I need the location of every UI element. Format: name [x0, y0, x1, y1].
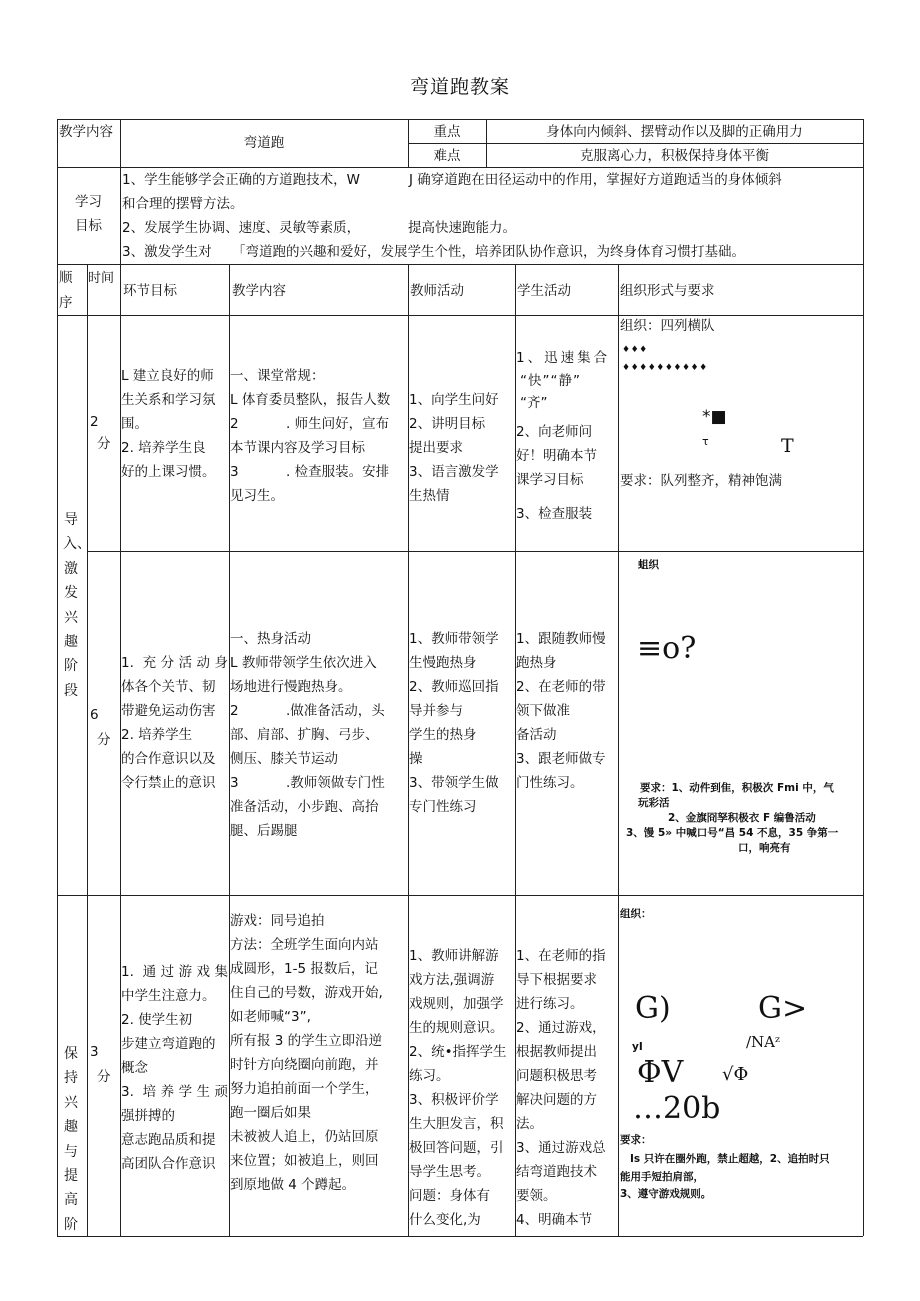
- student-line: 好！明确本节: [516, 448, 597, 464]
- stage-keep: 保持兴趣与提高阶: [64, 1046, 78, 1233]
- teacher-line: 提出要求: [409, 440, 463, 456]
- teacher-line: 1、教师讲解游: [409, 948, 499, 964]
- student-line: 问题积极思考: [516, 1068, 597, 1084]
- content-line: 跑一圈后如果: [230, 1105, 311, 1121]
- teacher-line: 3、语言激发学: [409, 464, 499, 480]
- goal-line: 令行禁止的意识: [121, 775, 216, 791]
- teacher-line: 1、教师带领学: [409, 631, 499, 647]
- teacher-line: 2、统•指挥学生: [409, 1044, 507, 1060]
- teacher-line: 生大胆发言，积: [409, 1116, 504, 1132]
- circle-diagram-label: ΦV: [637, 1055, 684, 1090]
- student-line: 1、迅速集合: [516, 350, 611, 366]
- goal-line: 1、学生能够学会正确的方道跑技术，W: [122, 172, 360, 188]
- student-line: 2、在老师的带: [516, 679, 606, 695]
- content-label: 教学内容: [59, 124, 113, 140]
- student-line: 2、通过游戏，: [516, 1020, 606, 1036]
- goal-line: 2. 培养学生: [121, 727, 193, 743]
- row1-time-unit: 分: [97, 436, 111, 452]
- goal-line: 提高快速跑能力。: [408, 220, 516, 236]
- goal-line: 2. 培养学生良: [121, 440, 206, 456]
- row2-student: [516, 627, 617, 795]
- row3-time-num: 3: [90, 1044, 99, 1060]
- content-line: 侧压、膝关节运动: [230, 751, 338, 767]
- row2-goal: [121, 651, 228, 795]
- row3-teacher: [409, 944, 514, 1232]
- student-line: 根据教师提出: [516, 1044, 597, 1060]
- goal-line: 围。: [121, 416, 148, 432]
- row3-student: [516, 944, 617, 1232]
- goal-line: 2. 使学生初: [121, 1012, 193, 1028]
- goal-line: 中学生注意力。: [121, 988, 216, 1004]
- row3-org-head: 组织：: [620, 908, 652, 920]
- req-line: 2、金旗冏孥积极衣 F 编鲁活动: [668, 812, 816, 824]
- row2-time-num: 6: [90, 707, 99, 723]
- teacher-mark: T: [781, 435, 794, 457]
- teacher-line: 专门性练习: [409, 799, 477, 815]
- content-line: 如老师喊“3”,: [230, 1009, 311, 1025]
- teacher-line: 1、向学生问好: [409, 392, 499, 408]
- teacher-line: 生热情: [409, 488, 450, 504]
- content-line: 未被被人追上，仍站回原: [230, 1129, 379, 1145]
- teacher-line: 导并参与: [409, 703, 463, 719]
- col-time: 时间: [88, 271, 115, 286]
- row2-org-head: 蛆织: [638, 559, 659, 571]
- content-line: .教师领做专门性: [286, 775, 385, 791]
- student-line: 3、通过游戏总: [516, 1140, 606, 1156]
- content-line: 本节课内容及学习目标: [230, 440, 365, 456]
- student-line: 法。: [516, 1116, 543, 1132]
- circle-diagram-label: G>: [758, 991, 808, 1026]
- goal-line: 带避免运动伤害: [121, 703, 216, 719]
- student-line: 3、检查服装: [516, 506, 593, 522]
- student-line: “齐”: [520, 395, 548, 411]
- col-goal: 环节目标: [123, 283, 177, 299]
- student-line: 结弯道跑技术: [516, 1164, 597, 1180]
- teacher-line: 2、教师巡回指: [409, 679, 499, 695]
- goal-line: 的合作意识以及: [121, 751, 216, 767]
- row1-req: 要求：队列整齐，精神饱满: [620, 473, 782, 489]
- row2-content: [230, 627, 407, 843]
- goals-label-1: 学习: [75, 194, 102, 210]
- goal-line: 生关系和学习氛: [121, 392, 216, 408]
- content-line: . 检查服装。安排: [286, 464, 390, 480]
- teacher-line: 什么变化,为: [409, 1212, 481, 1228]
- col-order-2: 序: [59, 295, 73, 311]
- row1-content: [230, 364, 407, 508]
- goal-line: 高团队合作意识: [121, 1156, 216, 1172]
- row1-teacher: [409, 388, 514, 508]
- content-line: 3: [230, 464, 239, 480]
- circle-diagram-label: √Φ: [722, 1064, 749, 1085]
- goal-line: 1. 充分活动身: [121, 655, 228, 671]
- content-line: 3: [230, 775, 239, 791]
- content-line: 见习生。: [230, 488, 284, 504]
- student-line: 门性练习。: [516, 775, 584, 791]
- goal-line: 1. 通过游戏集: [121, 964, 228, 980]
- content-line: 到原地做 4 个蹲起。: [230, 1177, 356, 1193]
- goal-line: 和合理的摆臂方法。: [122, 196, 244, 212]
- teacher-line: 3、带领学生做: [409, 775, 499, 791]
- formation-dots: ♦♦♦♦♦♦♦♦♦♦: [622, 363, 708, 373]
- row1-org-head: 组织：四列横队: [620, 318, 715, 334]
- req-line: Is 只许在圈外跑，禁止超越，2、追拍时只: [630, 1153, 830, 1165]
- teacher-line: 生的规则意识。: [409, 1020, 504, 1036]
- formation-dots: ♦♦♦: [622, 345, 648, 355]
- row3-content: [230, 909, 407, 1197]
- student-line: 1、跟随教师慢: [516, 631, 606, 647]
- student-line: 3、跟老师做专: [516, 751, 606, 767]
- teacher-line: 3、积极评价学: [409, 1092, 499, 1108]
- row1-student: [516, 346, 617, 522]
- difficulty-label: 难点: [433, 148, 461, 164]
- content-line: 2: [230, 416, 239, 432]
- req-line: 口，响亮有: [738, 842, 791, 854]
- content-line: 成圆形，1-5 报数后，记: [230, 961, 378, 977]
- circle-diagram-label: yI: [632, 1041, 643, 1053]
- goal-line: 概念: [121, 1060, 148, 1076]
- content-line: 时针方向绕圈向前跑，并: [230, 1057, 379, 1073]
- teacher-line: 戏规则，加强学: [409, 996, 504, 1012]
- content-value: 弯道跑: [243, 135, 285, 151]
- stage-intro: 导入、激发兴趣阶段: [63, 512, 91, 699]
- teacher-line: 生慢跑热身: [409, 655, 477, 671]
- student-line: 2、向老师问: [516, 424, 593, 440]
- req-line: 要求：1、动件到隹，积极次 Fmi 中，气: [640, 782, 834, 794]
- student-line: 跑热身: [516, 655, 557, 671]
- student-line: 进行练习。: [516, 996, 584, 1012]
- content-line: . 师生问好，宣布: [286, 416, 390, 432]
- req-line: 能用手短拍肩部，: [620, 1171, 704, 1183]
- student-line: 4、明确本节: [516, 1212, 593, 1228]
- goal-line: 「弯道跑的兴趣和爱好，发展学生个性，培养团队协作意识，为终身体育习惯打基础。: [232, 244, 745, 260]
- teacher-line: 2、讲明目标: [409, 416, 486, 432]
- student-line: 解决问题的方: [516, 1092, 597, 1108]
- col-teacher: 教师活动: [410, 283, 464, 299]
- row3-goal: [121, 960, 228, 1176]
- row2-teacher: [409, 627, 514, 819]
- goal-line: J 确穿道跑在田径运动中的作用，掌握好方道跑适当的身体倾斜: [409, 172, 782, 188]
- req-line: 3、遵守游戏规则。: [620, 1188, 712, 1200]
- student-line: “快”“静”: [520, 373, 581, 389]
- content-line: 2: [230, 703, 239, 719]
- goals-label-2: 目标: [75, 218, 102, 234]
- formation-symbol: ≡o?: [637, 631, 697, 666]
- content-line: L 体育委员整队，报告人数: [230, 392, 391, 408]
- content-line: 一、热身活动: [230, 631, 311, 647]
- col-order-1: 顺: [59, 270, 73, 286]
- student-line: 领下做准: [516, 703, 570, 719]
- row1-goal: [121, 364, 228, 484]
- row3-time-unit: 分: [97, 1069, 111, 1085]
- student-line: 要领。: [516, 1188, 557, 1204]
- page-title: 弯道跑教案: [409, 76, 510, 98]
- circle-diagram-label: G): [635, 991, 671, 1026]
- teacher-line: 操: [409, 751, 423, 767]
- goal-line: L 建立良好的师: [121, 368, 214, 384]
- teacher-line: 练习。: [409, 1068, 450, 1084]
- difficulty-value: 克服离心力，积极保持身体平衡: [580, 148, 769, 164]
- teacher-line: 导学生思考。: [409, 1164, 490, 1180]
- goal-line: 3. 培养学生顽: [121, 1084, 228, 1100]
- teacher-line: 戏方法,强调游: [409, 972, 495, 988]
- goal-line: 强拼搏的: [121, 1108, 175, 1124]
- row2-req: [620, 781, 862, 856]
- content-line: 游戏：同号追拍: [230, 913, 325, 929]
- teacher-line: 问题：身体有: [409, 1188, 490, 1204]
- content-line: 住自己的号数，游戏开始,: [230, 985, 383, 1001]
- goal-line: 2、发展学生协调、速度、灵敏等素质，: [122, 220, 361, 236]
- content-line: 所有报 3 的学生立即沿逆: [230, 1033, 383, 1049]
- col-org: 组织形式与要求: [620, 283, 715, 299]
- key-value: 身体向内倾斜、摆臂动作以及脚的正确用力: [546, 124, 803, 140]
- row3-req-head: 要求：: [620, 1134, 652, 1146]
- student-line: 1、在老师的指: [516, 948, 606, 964]
- goal-line: 意志跑品质和提: [121, 1132, 216, 1148]
- teacher-line: 学生的热身: [409, 727, 477, 743]
- content-line: 来位置；如被追上，则回: [230, 1153, 379, 1169]
- col-content: 教学内容: [232, 283, 286, 299]
- content-line: .做准备活动，头: [286, 703, 385, 719]
- content-line: 部、肩部、扩胸、弓步、: [230, 727, 379, 743]
- content-line: 方法：全班学生面向内站: [230, 937, 379, 953]
- goal-line: 好的上课习惯。: [121, 464, 216, 480]
- student-line: 导下根据要求: [516, 972, 597, 988]
- key-label: 重点: [433, 124, 461, 140]
- student-line: 课学习目标: [516, 472, 584, 488]
- row2-time-unit: 分: [97, 732, 111, 748]
- content-line: 一、课堂常规：: [230, 368, 325, 384]
- req-line: 3、馒 5» 中喊口号“昌 54 不息，35 争第一: [626, 827, 839, 839]
- content-line: 场地进行慢跑热身。: [230, 679, 352, 695]
- content-line: 腿、后踢腿: [230, 823, 298, 839]
- teacher-line: 极回答问题，引: [409, 1140, 504, 1156]
- goal-line: 步建立弯道跑的: [121, 1036, 216, 1052]
- teacher-mark: *■: [702, 407, 727, 427]
- teacher-mark: τ: [702, 435, 709, 448]
- row1-time-num: 2: [90, 414, 99, 430]
- col-student: 学生活动: [517, 283, 571, 299]
- content-line: 准备活动，小步跑、高抬: [230, 799, 379, 815]
- circle-diagram-label: …20b: [633, 1091, 721, 1126]
- content-line: 努力追拍前面一个学生，: [230, 1081, 379, 1097]
- req-line: 玩彩活: [638, 797, 670, 809]
- goal-line: 3、激发学生对: [122, 244, 212, 260]
- content-line: L 教师带领学生依次进入: [230, 655, 377, 671]
- student-line: 备活动: [516, 727, 557, 743]
- goal-line: 体各个关节、韧: [121, 679, 216, 695]
- circle-diagram-label: /NAᶻ: [746, 1033, 780, 1051]
